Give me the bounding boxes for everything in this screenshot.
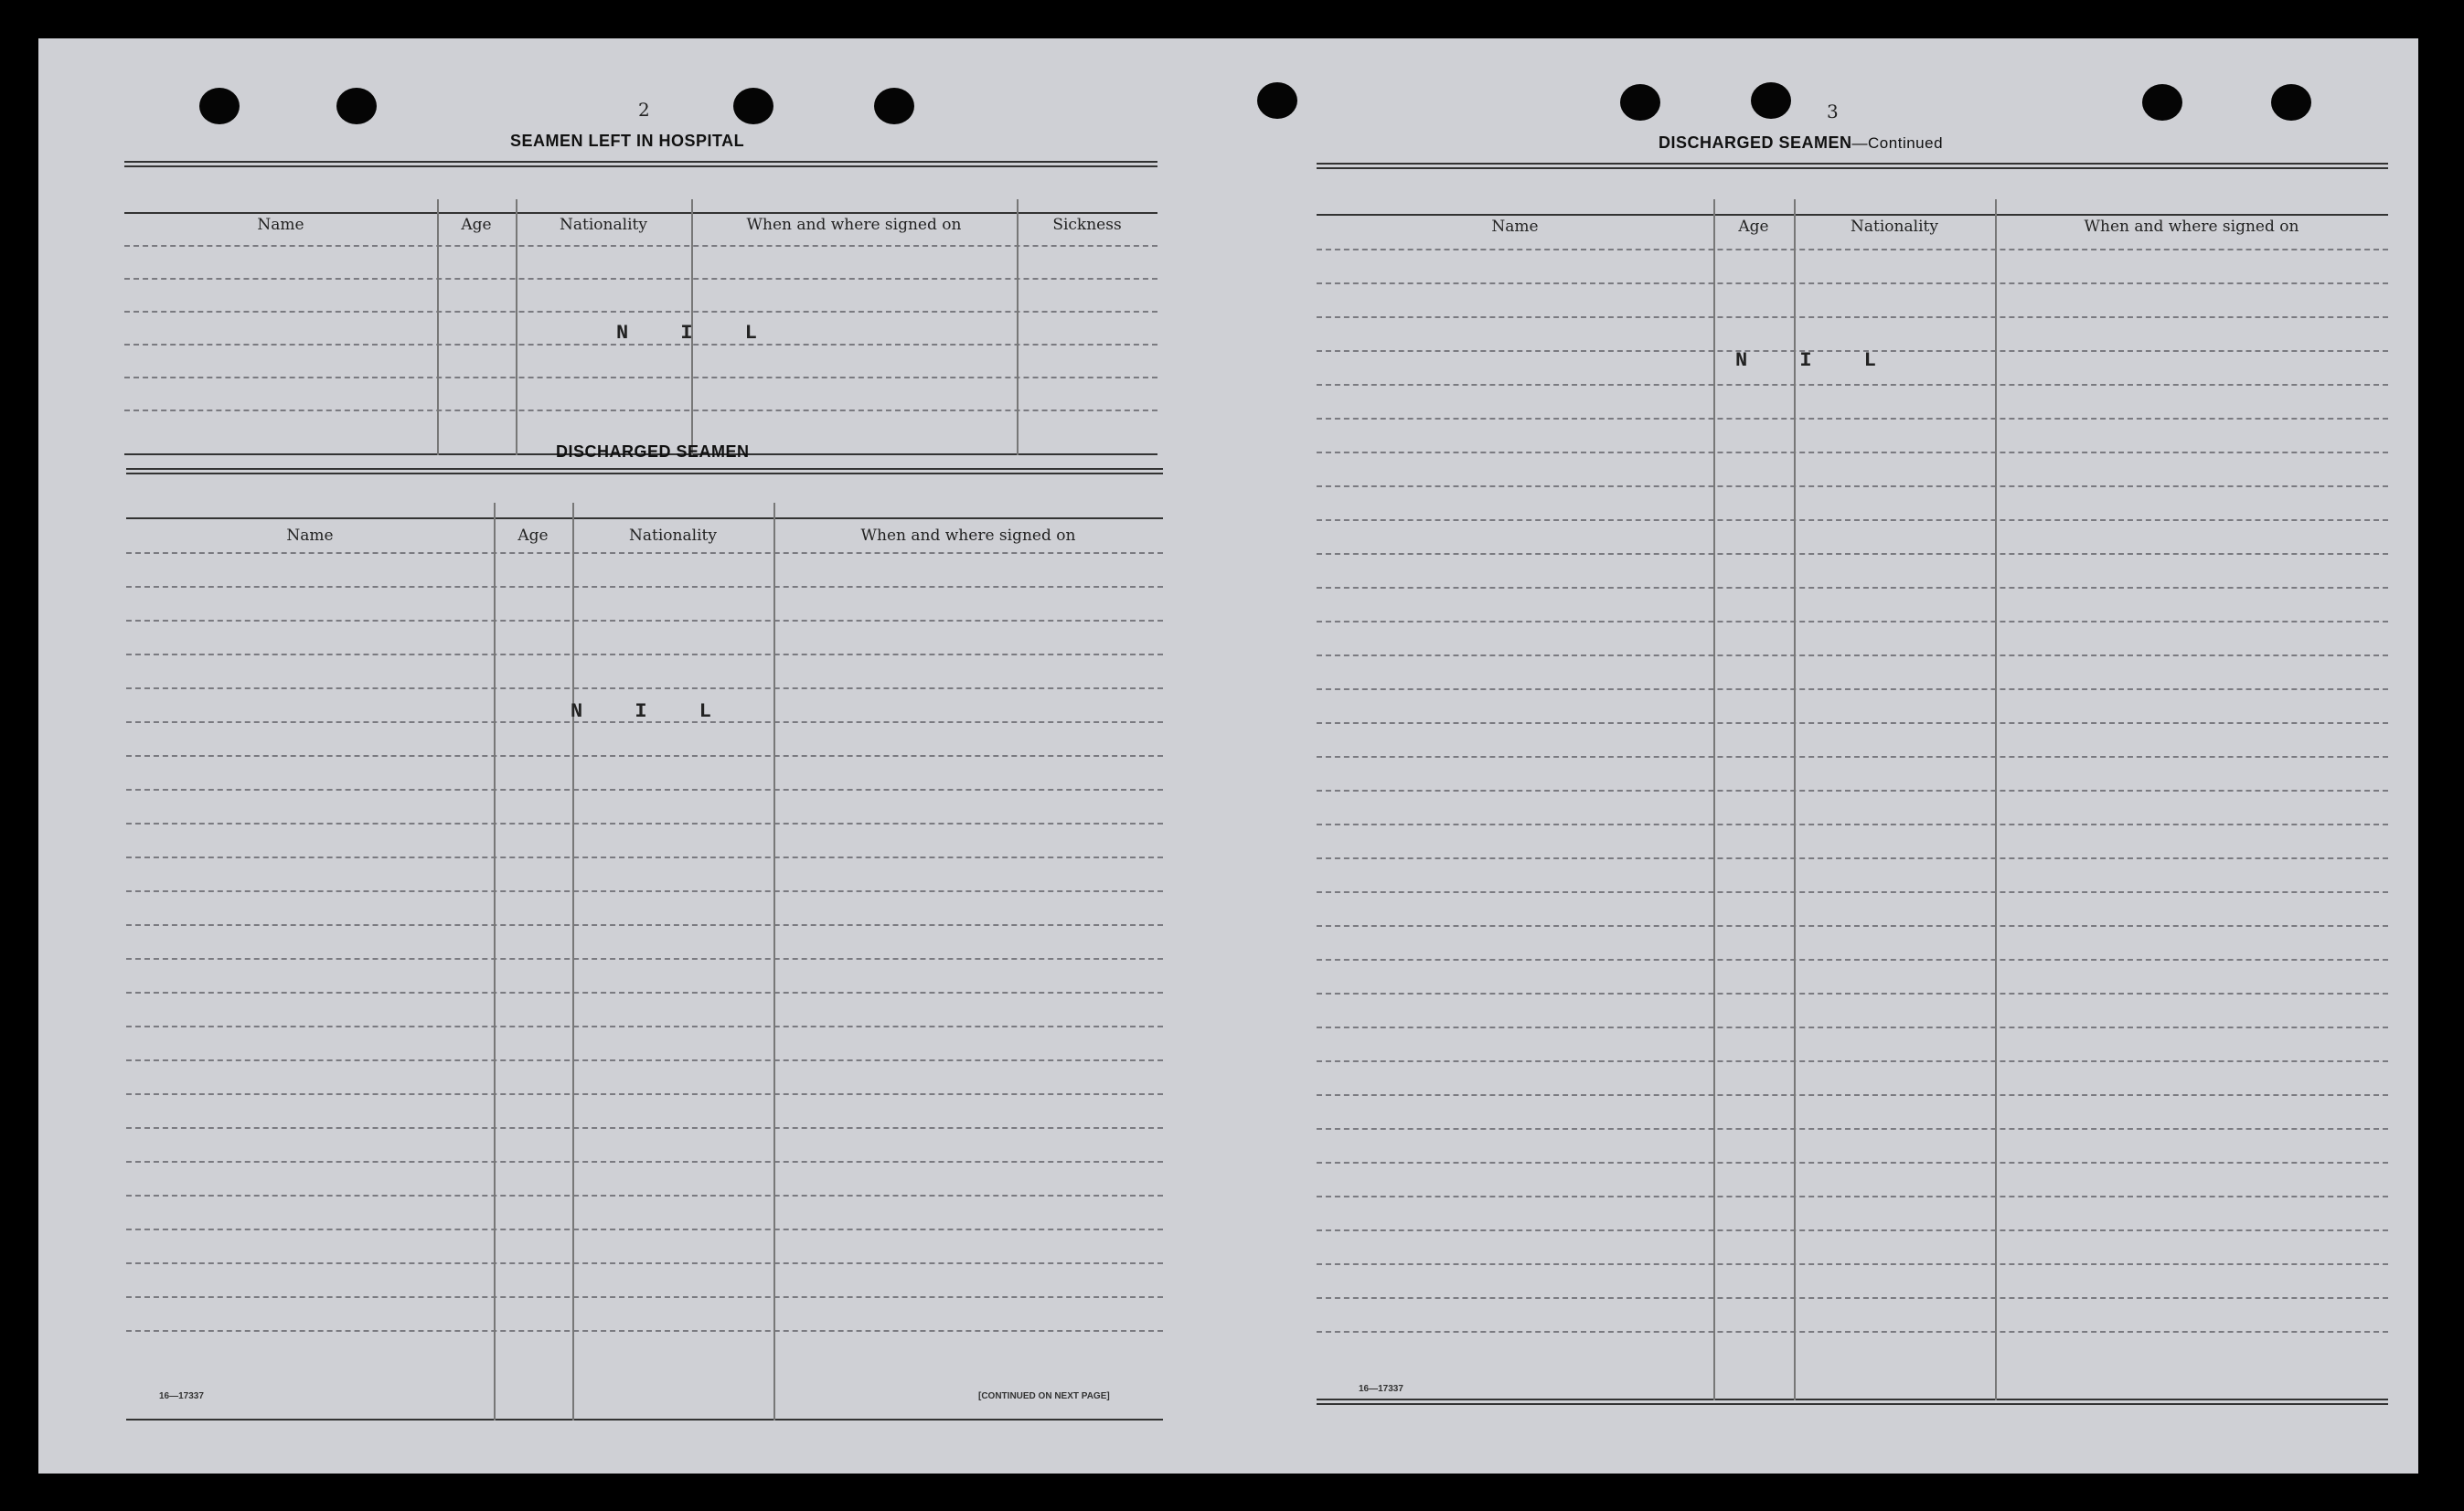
table-row — [1317, 959, 2388, 961]
table-row — [124, 311, 1157, 313]
hospital-table — [124, 161, 1157, 461]
hospital-section-title: SEAMEN LEFT IN HOSPITAL — [510, 132, 745, 150]
table-row — [1317, 688, 2388, 690]
header-bottom-rule — [126, 517, 1163, 519]
punch-hole — [733, 88, 773, 124]
column-divider — [572, 503, 574, 1421]
table-row — [1317, 790, 2388, 792]
table-row — [1317, 1162, 2388, 1164]
table-row — [1317, 485, 2388, 487]
punch-hole — [336, 88, 377, 124]
column-header-age: Age — [1738, 218, 1769, 236]
table-top-rule — [124, 161, 1157, 163]
table-row — [126, 586, 1163, 588]
table-row — [1317, 249, 2388, 250]
table-row — [126, 755, 1163, 757]
table-row — [1317, 1331, 2388, 1333]
column-header-nationality: Nationality — [629, 527, 717, 545]
column-header-signed-on: When and where signed on — [746, 216, 962, 234]
table-row — [126, 1229, 1163, 1230]
table-row — [1317, 722, 2388, 724]
table-row — [1317, 1229, 2388, 1231]
table-bottom-rule — [1317, 1399, 2388, 1400]
table-row — [1317, 1128, 2388, 1130]
column-divider — [516, 199, 517, 455]
nil-entry: N I L — [571, 700, 732, 723]
column-divider — [494, 503, 496, 1421]
table-row — [1317, 553, 2388, 555]
table-row — [1317, 452, 2388, 453]
form-number-left: 16—17337 — [159, 1391, 204, 1401]
header-bottom-rule — [124, 212, 1157, 214]
table-row — [1317, 418, 2388, 420]
table-row — [1317, 519, 2388, 521]
table-row — [126, 1296, 1163, 1298]
header-bottom-rule — [1317, 214, 2388, 216]
punch-hole — [199, 88, 240, 124]
punch-hole — [1620, 84, 1660, 121]
column-divider — [1017, 199, 1019, 455]
table-row — [1317, 587, 2388, 589]
table-top-rule — [1317, 163, 2388, 165]
table-row — [126, 857, 1163, 858]
table-row — [126, 823, 1163, 825]
column-header-signed-on: When and where signed on — [2084, 218, 2299, 236]
nil-entry: N I L — [616, 322, 778, 345]
table-row — [126, 992, 1163, 994]
table-row — [126, 1161, 1163, 1163]
table-top-rule — [124, 165, 1157, 167]
table-row — [1317, 621, 2388, 622]
table-row — [126, 1093, 1163, 1095]
column-header-nationality: Nationality — [1851, 218, 1938, 236]
table-bottom-rule — [1317, 1403, 2388, 1405]
table-bottom-rule — [126, 1419, 1163, 1421]
table-row — [126, 1262, 1163, 1264]
table-row — [126, 890, 1163, 892]
table-row — [1317, 1297, 2388, 1299]
table-row — [126, 1059, 1163, 1061]
punch-hole — [1257, 82, 1297, 119]
table-row — [1317, 1027, 2388, 1028]
column-header-signed-on: When and where signed on — [860, 527, 1076, 545]
table-row — [126, 924, 1163, 926]
table-row — [1317, 993, 2388, 995]
column-header-nationality: Nationality — [560, 216, 647, 234]
table-row — [1317, 925, 2388, 927]
column-divider — [773, 503, 775, 1421]
column-header-name: Name — [286, 527, 334, 545]
punch-hole — [2271, 84, 2311, 121]
table-row — [126, 1026, 1163, 1027]
column-header-age: Age — [517, 527, 549, 545]
table-row — [1317, 1263, 2388, 1265]
table-row — [1317, 891, 2388, 893]
column-divider — [1713, 199, 1715, 1400]
punch-hole — [2142, 84, 2182, 121]
table-top-rule — [126, 468, 1163, 470]
discharged-continued-title-text: DISCHARGED SEAMEN — [1659, 133, 1852, 152]
table-row — [1317, 756, 2388, 758]
table-row — [1317, 1094, 2388, 1096]
table-row — [1317, 1060, 2388, 1062]
table-row — [126, 1127, 1163, 1129]
page-number-left: 2 — [638, 99, 650, 121]
column-header-name: Name — [257, 216, 304, 234]
table-row — [124, 410, 1157, 411]
table-row — [1317, 857, 2388, 859]
column-header-name: Name — [1491, 218, 1539, 236]
column-divider — [1995, 199, 1997, 1400]
column-header-age: Age — [461, 216, 492, 234]
table-row — [126, 1330, 1163, 1332]
discharged-continued-title — [1659, 133, 1943, 153]
continued-suffix: —Continued — [1851, 134, 1944, 152]
page-number-right: 3 — [1827, 101, 1839, 122]
table-top-rule — [1317, 167, 2388, 169]
form-number-right: 16—17337 — [1359, 1384, 1403, 1394]
column-header-sickness: Sickness — [1052, 216, 1122, 234]
table-row — [124, 278, 1157, 280]
discharged-table — [126, 468, 1163, 1428]
table-row — [1317, 316, 2388, 318]
table-row — [126, 687, 1163, 689]
ledger-sheet — [38, 38, 2418, 1474]
table-row — [126, 620, 1163, 622]
table-top-rule — [126, 473, 1163, 474]
table-row — [126, 789, 1163, 791]
table-row — [126, 958, 1163, 960]
table-row — [126, 552, 1163, 554]
nil-entry: N I L — [1735, 349, 1897, 372]
table-row — [1317, 654, 2388, 656]
table-row — [1317, 1196, 2388, 1197]
table-row — [124, 377, 1157, 378]
table-row — [124, 245, 1157, 247]
continued-note: [CONTINUED ON NEXT PAGE] — [978, 1391, 1110, 1401]
punch-hole — [874, 88, 914, 124]
discharged-section-title: DISCHARGED SEAMEN — [556, 442, 750, 461]
punch-hole — [1751, 82, 1791, 119]
column-divider — [437, 199, 439, 455]
column-divider — [1794, 199, 1796, 1400]
table-row — [1317, 824, 2388, 825]
table-row — [1317, 282, 2388, 284]
table-row — [126, 654, 1163, 655]
table-row — [1317, 384, 2388, 386]
table-row — [126, 1195, 1163, 1197]
